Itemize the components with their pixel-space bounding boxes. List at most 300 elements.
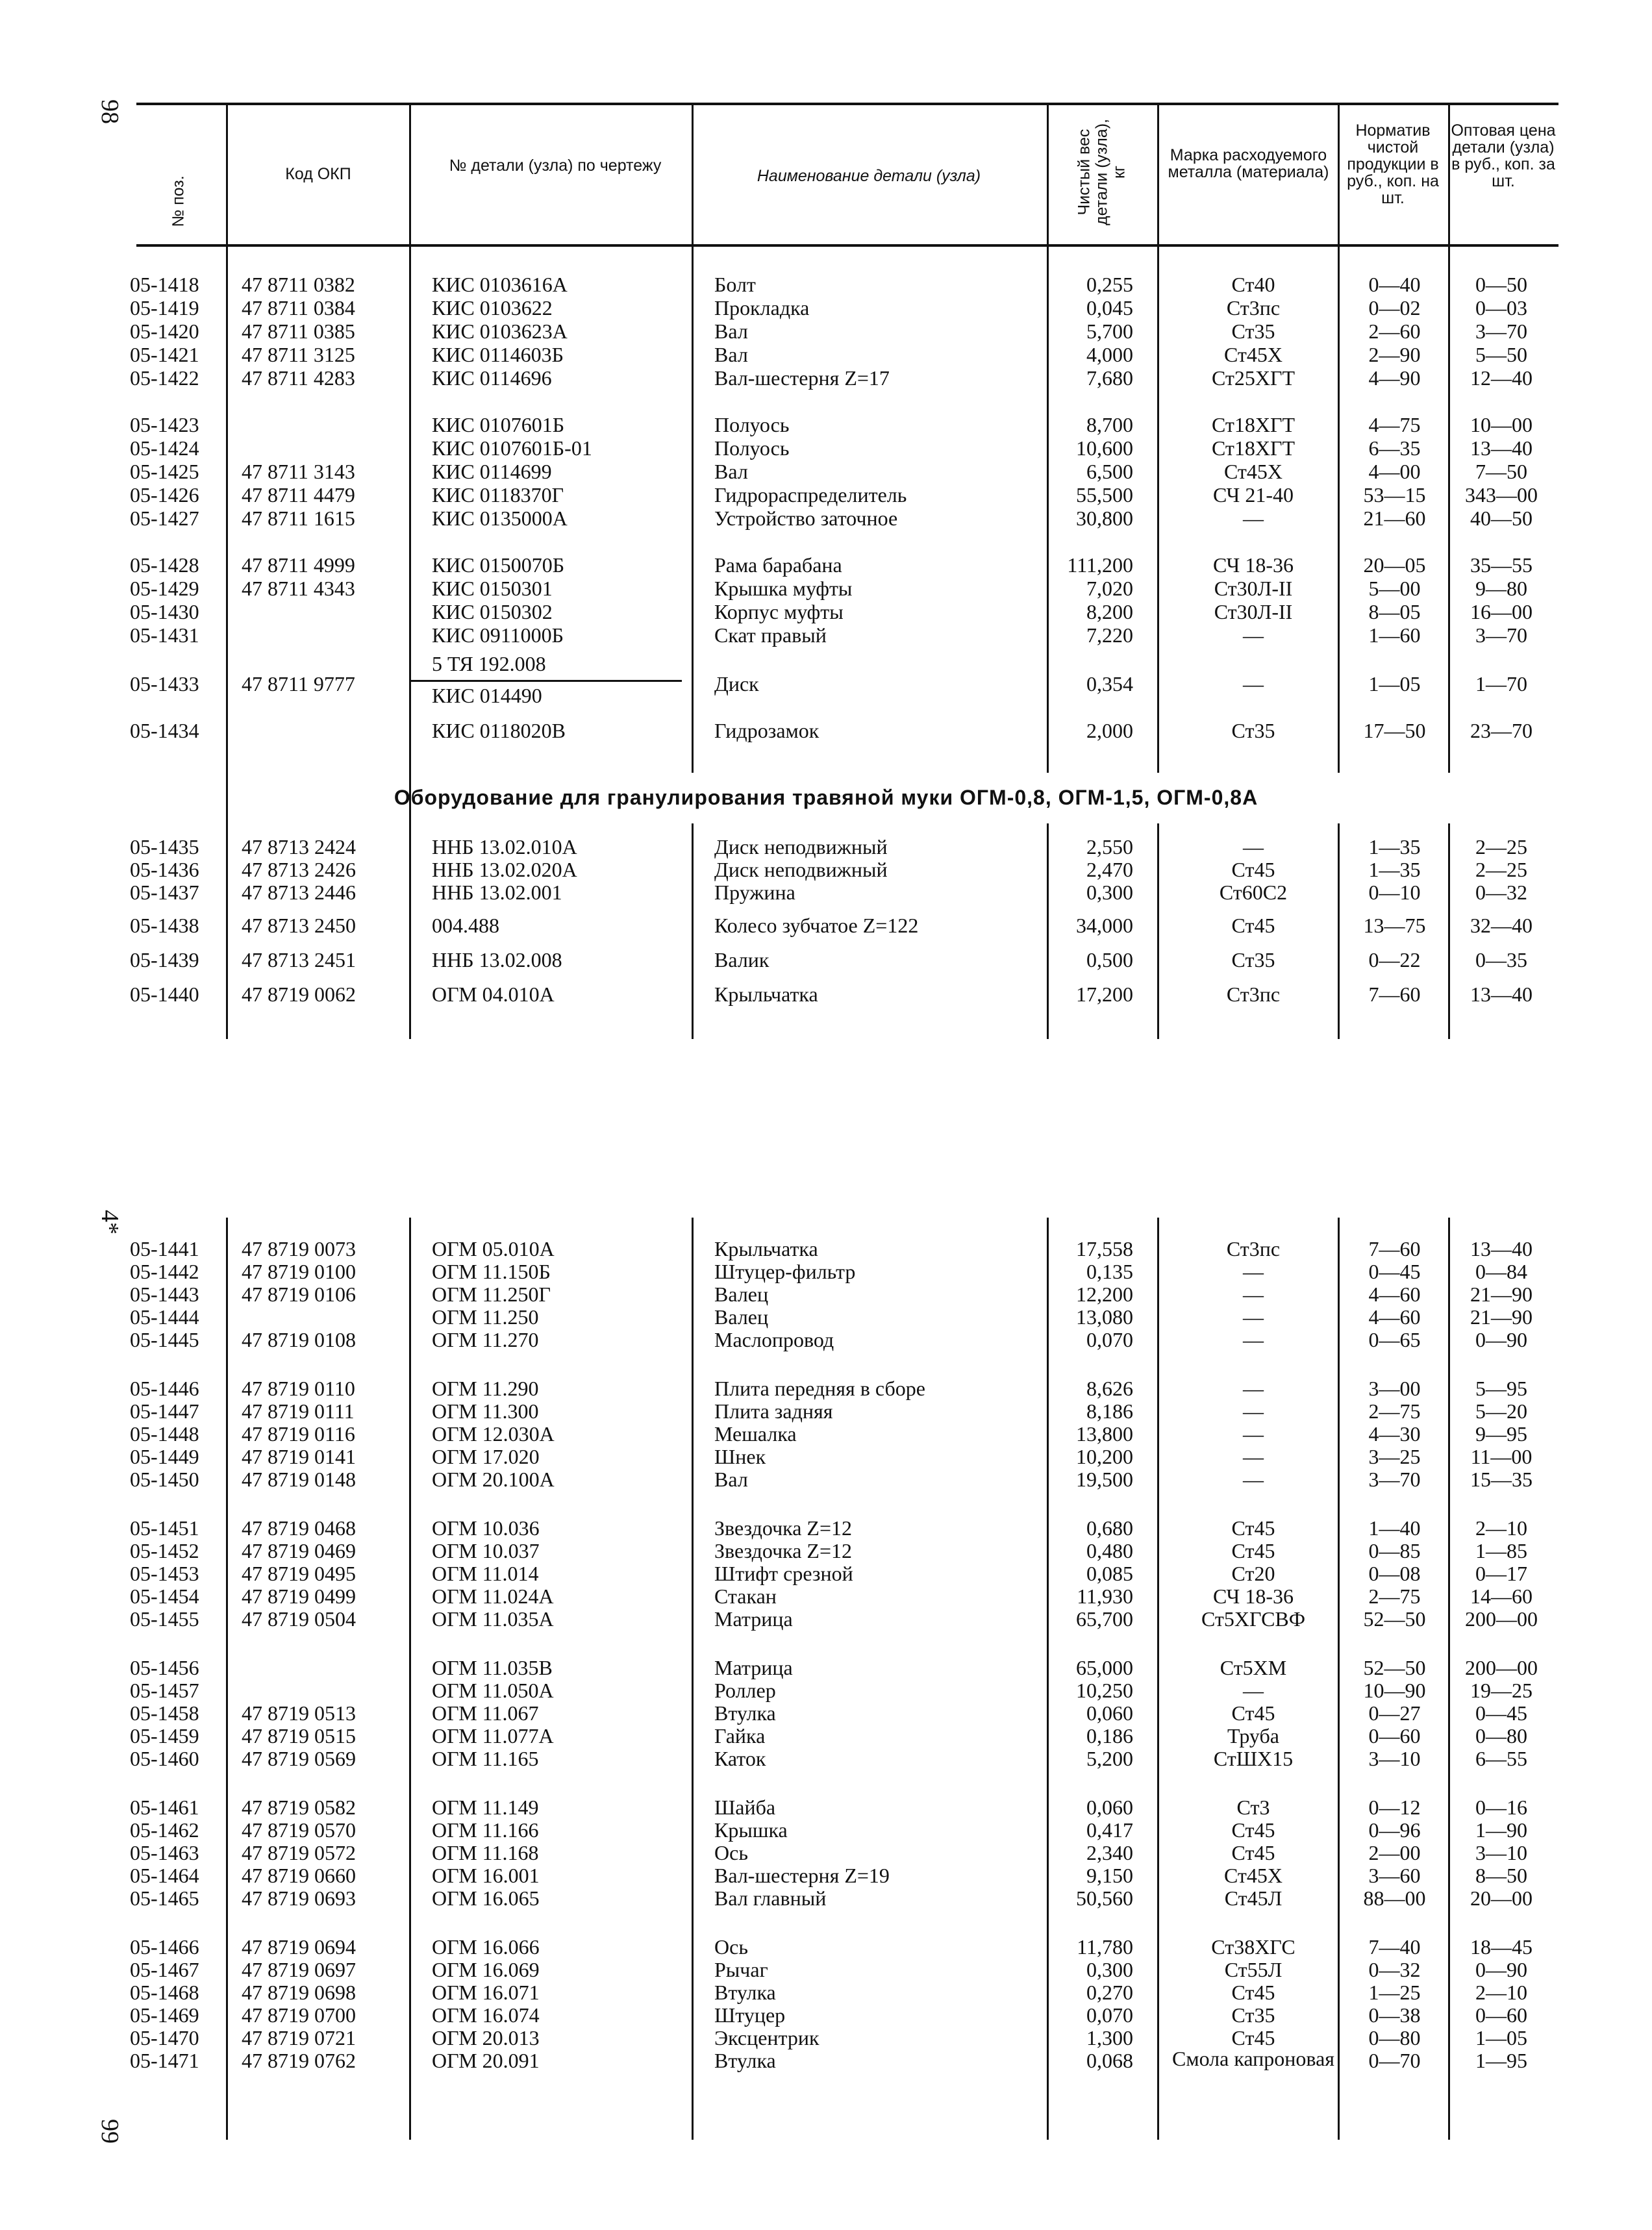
row-weight: 1,300: [1086, 2026, 1133, 2049]
row-pos: 05-1463: [130, 1841, 199, 1864]
row-price: 23—70: [1470, 719, 1533, 742]
table-row: [0, 1864, 1652, 1887]
row-dno: ОГМ 11.250Г: [432, 1283, 551, 1306]
row-norm: 10—90: [1363, 1679, 1426, 1702]
row-pos: 05-1435: [130, 835, 199, 858]
row-name: Диск неподвижный: [714, 835, 888, 858]
row-name: Мешалка: [714, 1422, 797, 1446]
row-price: 10—00: [1470, 413, 1533, 436]
table-row: [0, 296, 1652, 319]
table-row: [0, 2003, 1652, 2027]
row-drawing-no-top: [0, 652, 1652, 675]
row-dno: КИС 0118020В: [432, 719, 566, 742]
row-dno: КИС 0107601Б: [432, 413, 565, 436]
row-material: —: [1243, 1422, 1264, 1446]
row-norm: 6—35: [1368, 436, 1421, 460]
row-price: 9—95: [1475, 1422, 1527, 1446]
row-dno: ОГМ 16.066: [432, 1935, 540, 1959]
row-norm: 1—35: [1368, 858, 1421, 881]
table-row: [0, 983, 1652, 1006]
row-weight: 30,800: [1076, 507, 1133, 530]
row-norm: 8—05: [1368, 600, 1421, 623]
row-material: Ст3пс: [1226, 983, 1281, 1006]
row-dno: КИС 0103616А: [432, 273, 568, 296]
row-dno: ОГМ 11.077А: [432, 1724, 554, 1748]
header-code: Код ОКП: [285, 165, 351, 183]
row-material: Ст60С2: [1219, 881, 1288, 904]
table-row: [0, 460, 1652, 483]
row-name: Вал главный: [714, 1886, 827, 1910]
row-dno: ОГМ 05.010А: [432, 1237, 555, 1260]
row-code: 47 8711 3143: [242, 460, 355, 483]
row-dno: ННБ 13.02.010А: [432, 835, 577, 858]
row-pos: 05-1467: [130, 1958, 199, 1981]
row-pos: 05-1419: [130, 296, 199, 319]
row-norm: 7—60: [1368, 1237, 1421, 1260]
row-code: 47 8713 2446: [242, 881, 356, 904]
row-pos: 05-1418: [130, 273, 199, 296]
row-price: 0—17: [1475, 1562, 1527, 1585]
row-name: Звездочка Z=12: [714, 1516, 853, 1540]
row-code: 47 8719 0582: [242, 1796, 356, 1819]
row-pos: 05-1428: [130, 553, 199, 577]
row-code: 47 8713 2424: [242, 835, 356, 858]
row-weight: 0,417: [1086, 1818, 1133, 1842]
row-price: 2—25: [1475, 835, 1527, 858]
row-weight: 0,300: [1086, 1958, 1133, 1981]
row-norm: 0—80: [1368, 2026, 1421, 2049]
row-code: 47 8719 0570: [242, 1818, 356, 1842]
row-price: 0—90: [1475, 1328, 1527, 1351]
row-material: —: [1243, 1260, 1264, 1283]
table-row: [0, 1981, 1652, 2004]
table-row: [0, 600, 1652, 623]
row-pos: 05-1454: [130, 1585, 199, 1608]
row-name: Эксцентрик: [714, 2026, 820, 2049]
row-material: —: [1243, 672, 1264, 695]
row-code: 47 8719 0116: [242, 1422, 355, 1446]
row-pos: 05-1438: [130, 914, 199, 937]
row-name: Штуцер-фильтр: [714, 1260, 856, 1283]
row-pos: 05-1448: [130, 1422, 199, 1446]
row-price: 5—20: [1475, 1399, 1527, 1423]
row-norm: 0—22: [1368, 948, 1421, 971]
table-row: [0, 483, 1652, 507]
row-weight: 50,560: [1076, 1886, 1133, 1910]
row-pos: 05-1458: [130, 1701, 199, 1725]
row-code: 47 8719 0700: [242, 2003, 356, 2027]
table-row: [0, 273, 1652, 296]
row-pos: 05-1423: [130, 413, 199, 436]
row-price: 15—35: [1470, 1468, 1533, 1491]
drawing-no-divider: [409, 680, 682, 682]
row-code: 47 8719 0469: [242, 1539, 356, 1562]
row-name: Вал: [714, 460, 748, 483]
row-code: 47 8719 0100: [242, 1260, 356, 1283]
row-weight: 17,200: [1076, 983, 1133, 1006]
table-row: [0, 2026, 1652, 2049]
row-price: 19—25: [1470, 1679, 1533, 1702]
table-row: [0, 343, 1652, 366]
row-norm: 1—35: [1368, 835, 1421, 858]
row-material: СЧ 18-36: [1213, 1585, 1294, 1608]
table-row: [0, 835, 1652, 858]
row-pos: 05-1427: [130, 507, 199, 530]
table-row: [0, 1585, 1652, 1608]
row-pos: 05-1464: [130, 1864, 199, 1887]
row-norm: 2—00: [1368, 1841, 1421, 1864]
row-pos: 05-1446: [130, 1377, 199, 1400]
row-code: 47 8713 2450: [242, 914, 356, 937]
row-norm: 1—40: [1368, 1516, 1421, 1540]
row-norm: 0—32: [1368, 1958, 1421, 1981]
row-dno: ОГМ 04.010А: [432, 983, 555, 1006]
header-norm: Норматив чистой продукции в руб., коп. на шт.: [1347, 121, 1439, 207]
row-material: Ст45: [1231, 1841, 1275, 1864]
row-name: Корпус муфты: [714, 600, 844, 623]
row-price: 11—00: [1470, 1445, 1533, 1468]
row-name: Ось: [714, 1935, 748, 1959]
row-weight: 0,068: [1086, 2049, 1133, 2072]
row-dno: ОГМ 11.035В: [432, 1656, 553, 1679]
row-name: Рама барабана: [714, 553, 842, 577]
row-code: 47 8719 0110: [242, 1377, 355, 1400]
row-material: Ст30Л-II: [1214, 600, 1293, 623]
row-weight: 8,186: [1086, 1399, 1133, 1423]
row-weight: 0,500: [1086, 948, 1133, 971]
row-name: Маслопровод: [714, 1328, 834, 1351]
row-dno: ОГМ 10.036: [432, 1516, 540, 1540]
row-pos: 05-1452: [130, 1539, 199, 1562]
page-number-top: 98: [96, 99, 123, 124]
row-norm: 0—70: [1368, 2049, 1421, 2072]
row-material: Ст45Х: [1223, 460, 1283, 483]
row-norm: 1—25: [1368, 1981, 1421, 2004]
row-dno: КИС 0114699: [432, 460, 552, 483]
row-weight: 65,000: [1076, 1656, 1133, 1679]
row-material: Ст18ХГТ: [1211, 436, 1295, 460]
row-norm: 52—50: [1363, 1656, 1426, 1679]
table-row: [0, 1747, 1652, 1770]
row-name: Плита передняя в сборе: [714, 1377, 925, 1400]
table-row: [0, 2049, 1652, 2072]
row-norm: 3—00: [1368, 1377, 1421, 1400]
row-norm: 13—75: [1363, 914, 1426, 937]
row-price: 1—05: [1475, 2026, 1527, 2049]
table-top-rule: [136, 103, 1558, 105]
row-weight: 0,186: [1086, 1724, 1133, 1748]
row-dno: КИС 0911000Б: [432, 623, 564, 647]
row-norm: 0—85: [1368, 1539, 1421, 1562]
table-row: [0, 914, 1652, 937]
row-name: Болт: [714, 273, 756, 296]
row-norm: 53—15: [1363, 483, 1426, 507]
row-weight: 5,200: [1086, 1747, 1133, 1770]
row-code: 47 8719 0495: [242, 1562, 356, 1585]
row-norm: 3—60: [1368, 1864, 1421, 1887]
row-pos: 05-1453: [130, 1562, 199, 1585]
row-dno: ОГМ 11.270: [432, 1328, 539, 1351]
row-weight: 4,000: [1086, 343, 1133, 366]
row-price: 35—55: [1470, 553, 1533, 577]
row-code: 47 8719 0504: [242, 1607, 356, 1631]
table-row: [0, 1445, 1652, 1468]
row-code: 47 8719 0468: [242, 1516, 356, 1540]
row-dno: ОГМ 11.290: [432, 1377, 539, 1400]
row-norm: 52—50: [1363, 1607, 1426, 1631]
table-row: [0, 623, 1652, 647]
row-name: Втулка: [714, 1701, 776, 1725]
row-code: 47 8711 0384: [242, 296, 355, 319]
row-material: —: [1243, 1679, 1264, 1702]
row-material: Ст45: [1231, 914, 1275, 937]
row-price: 13—40: [1470, 1237, 1533, 1260]
row-name: Скат правый: [714, 623, 827, 647]
row-pos: 05-1420: [130, 319, 199, 343]
row-dno-bottom: КИС 014490: [432, 684, 542, 707]
row-material: Ст35: [1231, 2003, 1275, 2027]
row-code: 47 8719 0073: [242, 1237, 356, 1260]
row-weight: 7,220: [1086, 623, 1133, 647]
table-row: [0, 1539, 1652, 1562]
row-weight: 2,340: [1086, 1841, 1133, 1864]
row-pos: 05-1426: [130, 483, 199, 507]
row-price: 1—70: [1475, 672, 1527, 695]
row-norm: 7—60: [1368, 983, 1421, 1006]
header-weight: Чистый вес детали (узла), кг: [1075, 119, 1129, 226]
row-pos: 05-1421: [130, 343, 199, 366]
row-norm: 0—45: [1368, 1260, 1421, 1283]
row-material: —: [1243, 1305, 1264, 1329]
row-norm: 2—90: [1368, 343, 1421, 366]
row-material: СтШХ15: [1213, 1747, 1294, 1770]
row-material: —: [1243, 1468, 1264, 1491]
row-dno: ОГМ 16.001: [432, 1864, 540, 1887]
row-norm: 2—75: [1368, 1399, 1421, 1423]
table-row: [0, 1818, 1652, 1842]
row-code: 47 8719 0569: [242, 1747, 356, 1770]
row-material: Ст45: [1231, 2026, 1275, 2049]
row-name: Вал-шестерня Z=19: [714, 1864, 890, 1887]
table-row: [0, 1679, 1652, 1702]
row-weight: 12,200: [1076, 1283, 1133, 1306]
row-price: 0—03: [1475, 296, 1527, 319]
row-pos: 05-1441: [130, 1237, 199, 1260]
row-name: Роллер: [714, 1679, 776, 1702]
row-weight: 0,070: [1086, 1328, 1133, 1351]
table-row: [0, 1562, 1652, 1585]
row-price: 21—90: [1470, 1305, 1533, 1329]
row-pos: 05-1422: [130, 366, 199, 390]
row-weight: 2,000: [1086, 719, 1133, 742]
row-norm: 1—60: [1368, 623, 1421, 647]
row-material: Ст40: [1231, 273, 1275, 296]
row-dno: 004.488: [432, 914, 499, 937]
row-norm: 0—12: [1368, 1796, 1421, 1819]
row-code: 47 8711 1615: [242, 507, 355, 530]
row-dno: КИС 0103623А: [432, 319, 568, 343]
row-material: СЧ 18-36: [1213, 553, 1294, 577]
row-dno: ОГМ 11.166: [432, 1818, 539, 1842]
row-norm: 2—75: [1368, 1585, 1421, 1608]
table-row: [0, 436, 1652, 460]
row-weight: 2,550: [1086, 835, 1133, 858]
table-header-rule: [136, 244, 1558, 247]
row-pos: 05-1459: [130, 1724, 199, 1748]
row-weight: 0,480: [1086, 1539, 1133, 1562]
row-dno: КИС 0114696: [432, 366, 552, 390]
row-price: 0—16: [1475, 1796, 1527, 1819]
row-norm: 0—02: [1368, 296, 1421, 319]
row-norm: 3—10: [1368, 1747, 1421, 1770]
row-code: 47 8711 4999: [242, 553, 355, 577]
row-weight: 0,270: [1086, 1981, 1133, 2004]
row-price: 16—00: [1470, 600, 1533, 623]
row-dno: ОГМ 11.165: [432, 1747, 539, 1770]
row-weight: 65,700: [1076, 1607, 1133, 1631]
row-dno: ОГМ 11.035А: [432, 1607, 554, 1631]
row-name: Крыльчатка: [714, 1237, 818, 1260]
header-drawing-no: № детали (узла) по чертежу: [449, 157, 662, 175]
row-dno: ОГМ 12.030А: [432, 1422, 555, 1446]
table-row: [0, 577, 1652, 600]
table-row: [0, 1724, 1652, 1748]
row-name: Каток: [714, 1747, 766, 1770]
row-name: Рычаг: [714, 1958, 768, 1981]
row-name: Стакан: [714, 1585, 777, 1608]
row-name: Крышка муфты: [714, 577, 853, 600]
row-material: —: [1243, 507, 1264, 530]
row-material: Ст35: [1231, 719, 1275, 742]
row-code: 47 8719 0515: [242, 1724, 356, 1748]
row-pos: 05-1456: [130, 1656, 199, 1679]
row-norm: 0—38: [1368, 2003, 1421, 2027]
row-pos: 05-1447: [130, 1399, 199, 1423]
row-name: Валик: [714, 948, 770, 971]
row-name: Полуось: [714, 436, 790, 460]
row-pos: 05-1461: [130, 1796, 199, 1819]
row-material: Труба: [1227, 1724, 1279, 1748]
row-pos: 05-1431: [130, 623, 199, 647]
row-pos: 05-1462: [130, 1818, 199, 1842]
row-pos: 05-1451: [130, 1516, 199, 1540]
row-material: Ст20: [1231, 1562, 1275, 1585]
row-dno: ОГМ 11.300: [432, 1399, 539, 1423]
row-material: Ст5ХМ: [1220, 1656, 1287, 1679]
table-row: [0, 948, 1652, 971]
row-price: 3—70: [1475, 623, 1527, 647]
row-name: Диск: [714, 672, 759, 695]
row-norm: 4—75: [1368, 413, 1421, 436]
row-weight: 0,135: [1086, 1260, 1133, 1283]
row-price: 40—50: [1470, 507, 1533, 530]
row-weight: 0,060: [1086, 1796, 1133, 1819]
table-row: [0, 1656, 1652, 1679]
row-norm: 0—40: [1368, 273, 1421, 296]
row-name: Втулка: [714, 1981, 776, 2004]
row-weight: 7,680: [1086, 366, 1133, 390]
row-price: 0—35: [1475, 948, 1527, 971]
row-dno: ОГМ 11.067: [432, 1701, 539, 1725]
row-code: 47 8711 4479: [242, 483, 355, 507]
row-name: Штифт срезной: [714, 1562, 853, 1585]
row-dno: ОГМ 11.168: [432, 1841, 539, 1864]
row-name: Валец: [714, 1283, 769, 1306]
row-weight: 0,085: [1086, 1562, 1133, 1585]
row-name: Втулка: [714, 2049, 776, 2072]
row-norm: 1—05: [1368, 672, 1421, 695]
row-weight: 11,780: [1077, 1935, 1133, 1959]
row-dno: КИС 0150070Б: [432, 553, 565, 577]
row-norm: 0—96: [1368, 1818, 1421, 1842]
row-code: 47 8719 0693: [242, 1886, 356, 1910]
row-name: Ось: [714, 1841, 748, 1864]
table-row: [0, 319, 1652, 343]
row-price: 3—10: [1475, 1841, 1527, 1864]
row-code: 47 8719 0660: [242, 1864, 356, 1887]
row-dno: ОГМ 16.069: [432, 1958, 540, 1981]
row-material: Ст18ХГТ: [1211, 413, 1295, 436]
row-name: Валец: [714, 1305, 769, 1329]
table-row: [0, 366, 1652, 390]
row-weight: 0,680: [1086, 1516, 1133, 1540]
table-row: [0, 1399, 1652, 1423]
row-material: Ст45Х: [1223, 343, 1283, 366]
header-name: Наименование детали (узла): [757, 167, 981, 185]
row-norm: 0—27: [1368, 1701, 1421, 1725]
row-material: —: [1243, 835, 1264, 858]
table-row: [0, 719, 1652, 742]
row-pos: 05-1425: [130, 460, 199, 483]
row-name: Вал-шестерня Z=17: [714, 366, 890, 390]
table-row: [0, 1422, 1652, 1446]
row-dno-top: 5 ТЯ 192.008: [432, 652, 546, 675]
header-price: Оптовая цена детали (узла) в руб., коп. за шт.: [1451, 121, 1556, 190]
row-weight: 0,354: [1086, 672, 1133, 695]
row-price: 200—00: [1465, 1656, 1538, 1679]
row-code: 47 8711 4343: [242, 577, 355, 600]
row-material: —: [1243, 1283, 1264, 1306]
row-name: Штуцер: [714, 2003, 786, 2027]
row-price: 0—80: [1475, 1724, 1527, 1748]
row-code: 47 8711 0382: [242, 273, 355, 296]
row-pos: 05-1469: [130, 2003, 199, 2027]
row-pos: 05-1444: [130, 1305, 199, 1329]
row-code: 47 8719 0141: [242, 1445, 356, 1468]
row-pos: 05-1468: [130, 1981, 199, 2004]
row-material: Ст45Х: [1223, 1864, 1283, 1887]
row-norm: 0—60: [1368, 1724, 1421, 1748]
table-row: [0, 1935, 1652, 1959]
row-code: 47 8719 0499: [242, 1585, 356, 1608]
row-code: 47 8719 0697: [242, 1958, 356, 1981]
row-name: Устройство заточное: [714, 507, 898, 530]
row-price: 9—80: [1475, 577, 1527, 600]
row-material: Ст3пс: [1226, 296, 1281, 319]
row-code: 47 8719 0148: [242, 1468, 356, 1491]
row-pos: 05-1470: [130, 2026, 199, 2049]
row-norm: 4—90: [1368, 366, 1421, 390]
row-dno: ННБ 13.02.008: [432, 948, 562, 971]
row-weight: 0,060: [1086, 1701, 1133, 1725]
row-material: СЧ 21-40: [1213, 483, 1294, 507]
row-price: 0—50: [1475, 273, 1527, 296]
row-weight: 10,600: [1076, 436, 1133, 460]
row-dno: КИС 0114603Б: [432, 343, 564, 366]
row-price: 2—25: [1475, 858, 1527, 881]
row-dno: ОГМ 16.071: [432, 1981, 540, 2004]
row-norm: 21—60: [1363, 507, 1426, 530]
